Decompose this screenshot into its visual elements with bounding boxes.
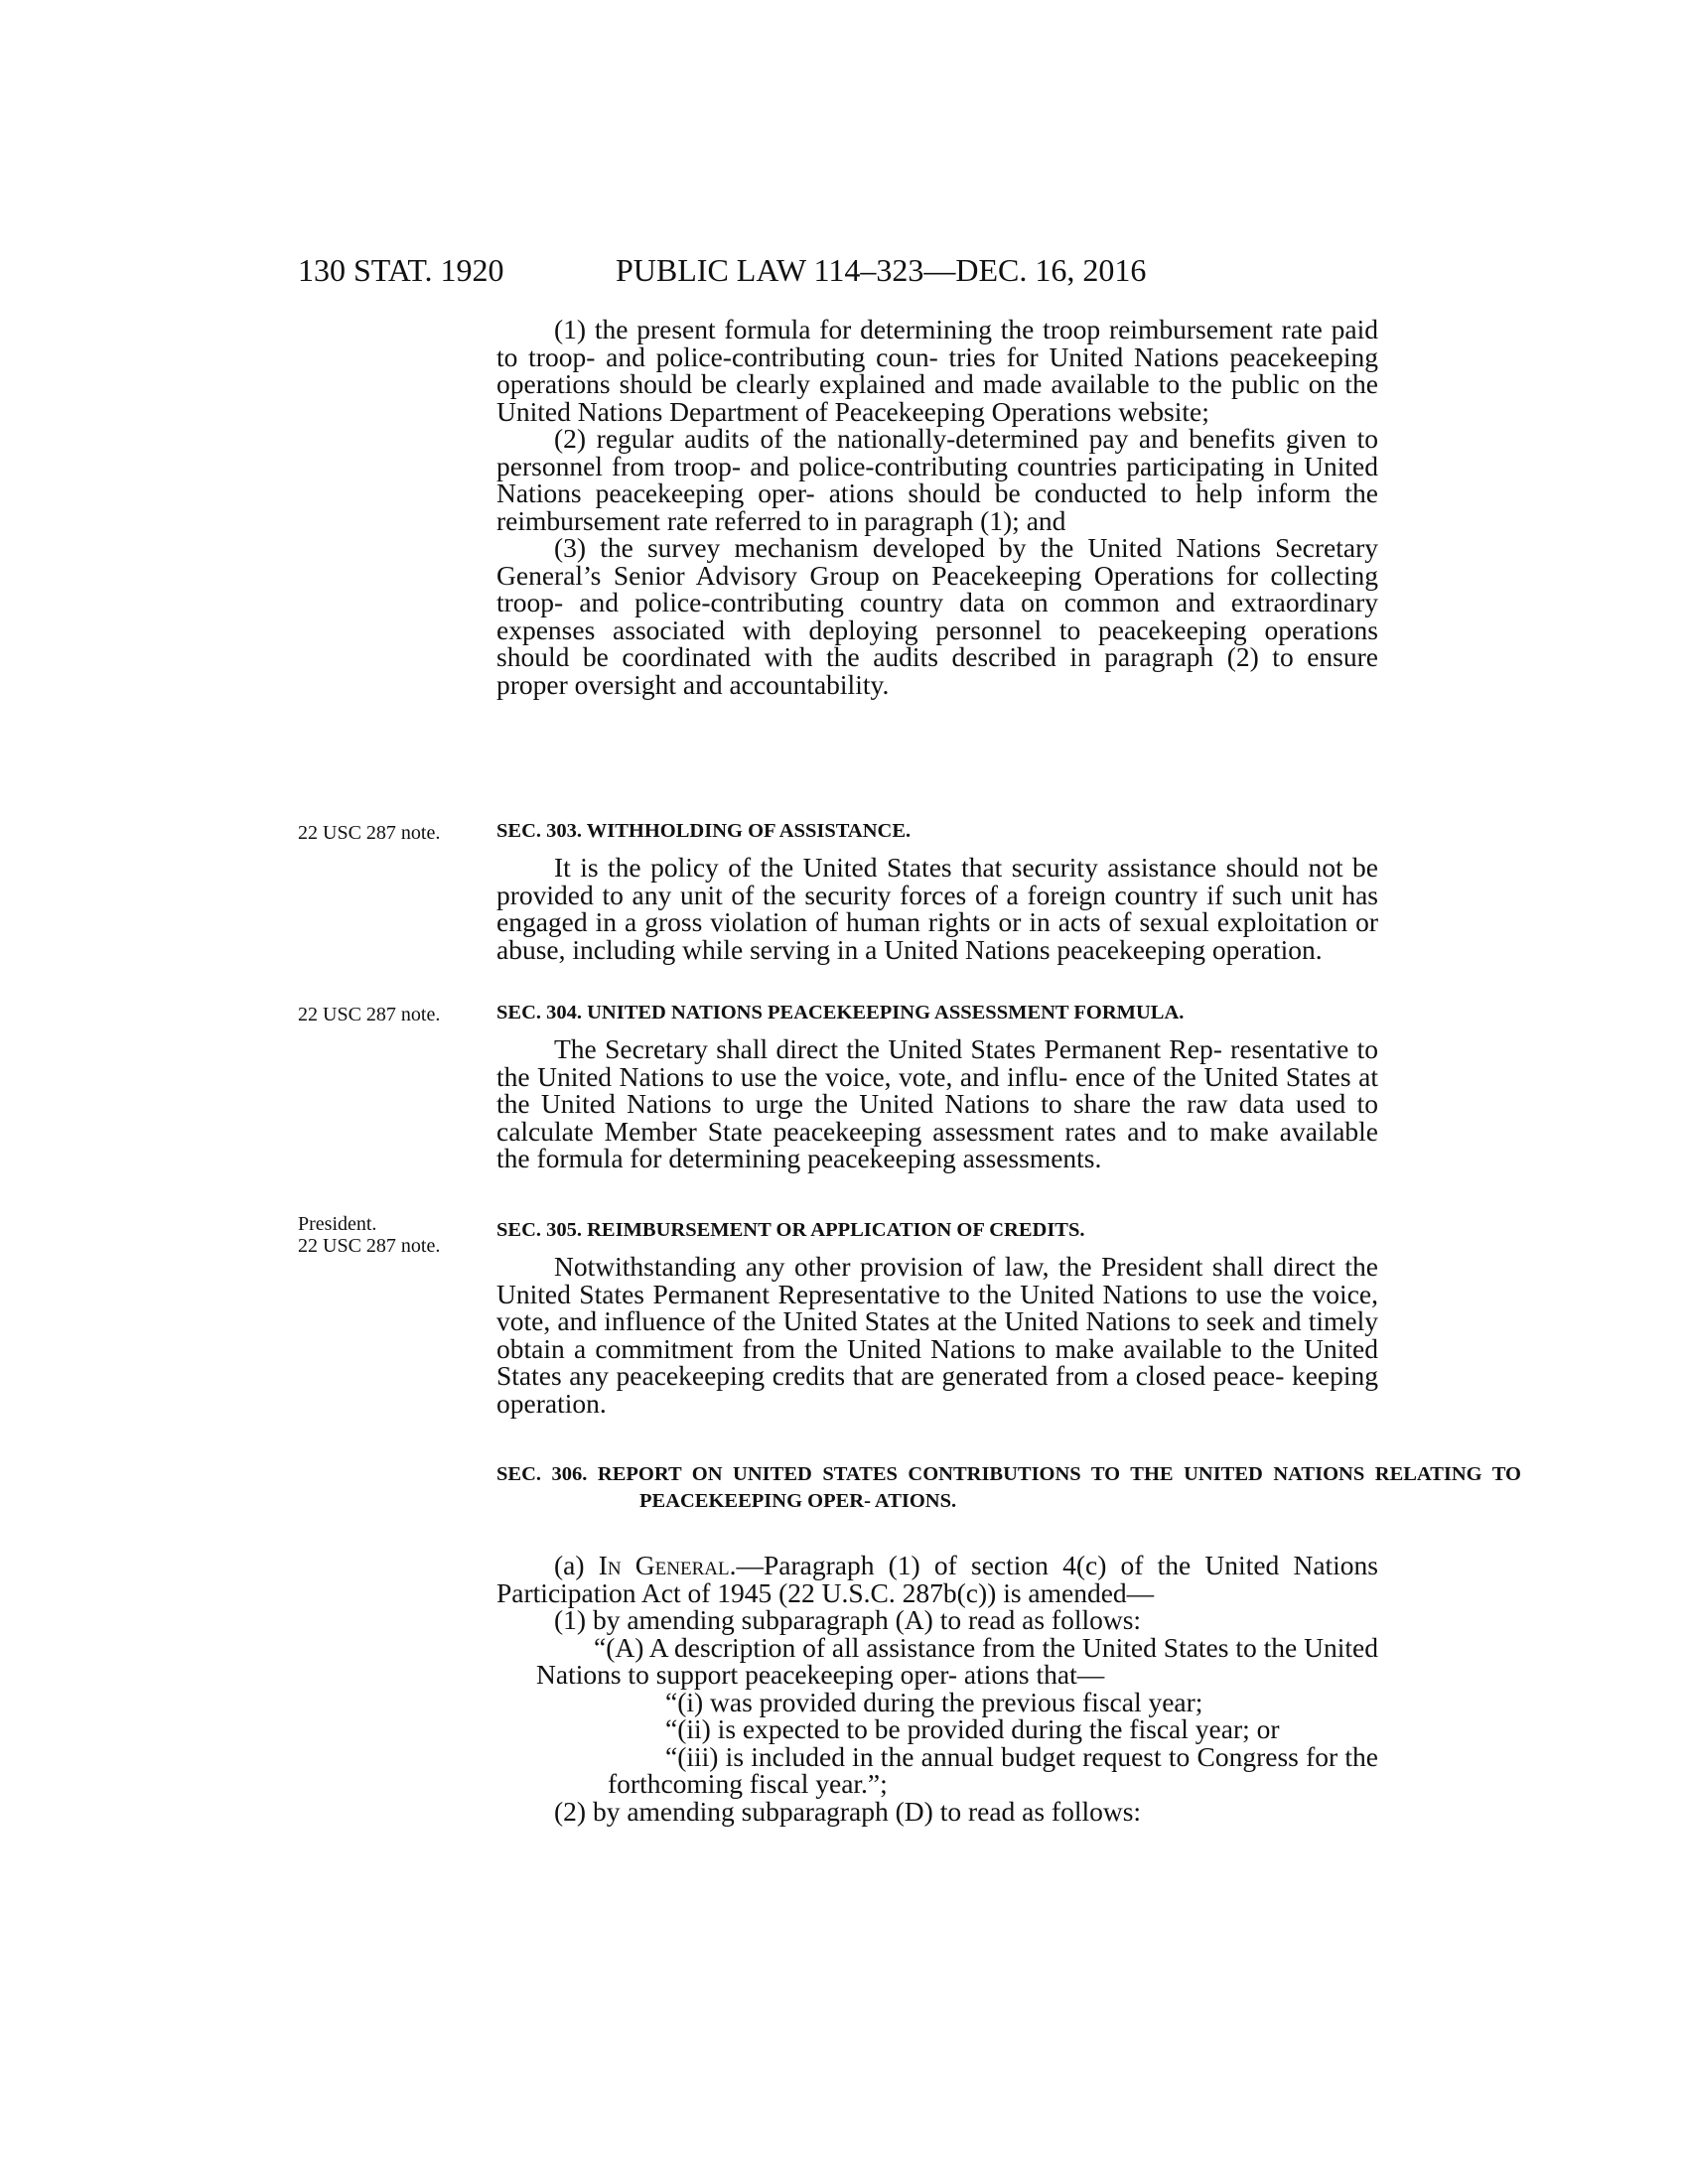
sec304-margin-note: 22 USC 287 note. [298, 1004, 441, 1025]
sec303-heading: SEC. 303. WITHHOLDING OF ASSISTANCE. [496, 820, 912, 842]
sec302-paragraphs [496, 316, 1378, 698]
sec304-heading: SEC. 304. UNITED NATIONS PEACEKEEPING ASSESSMENT FORMULA. [496, 1002, 1185, 1024]
sec304-body [496, 1035, 1378, 1172]
page-header-stat: 130 STAT. 1920 [298, 252, 504, 288]
paragraph-3: (3) the survey mechanism developed by the United Nations Secretary General’s Senior Advisory Group on Peacekeeping Operations for collecting troop- and police-contributing country data on common and extraordinary expenses associated with deploying personnel to peacekeeping operations should be coordinated with the audits described in paragraph (2) to ensure proper oversight and accountability. [496, 532, 1378, 700]
sec304-text: The Secretary shall direct the United States Permanent Rep- resentative to the United Nations to use the voice, vote, and influ- ence of the United States at the United Nations to urge the United Nations to share the raw data used to calculate Member State peacekeeping assessment rates and to make available the formula for determining peacekeeping assessments. [496, 1033, 1378, 1173]
page-header-law: PUBLIC LAW 114–323—DEC. 16, 2016 [616, 252, 1147, 288]
sec303-margin-note: 22 USC 287 note. [298, 822, 441, 844]
sec305-margin-president: President. [298, 1213, 377, 1235]
sec306-clause-ii: “(ii) is expected to be provided during the fiscal year; or [665, 1713, 1280, 1744]
sec306-subparagraph-A: “(A) A description of all assistance from the United States to the United Nations to support peacekeeping oper- ations that— [536, 1631, 1378, 1690]
sec305-heading: SEC. 305. REIMBURSEMENT OR APPLICATION OF CREDITS. [496, 1219, 1085, 1241]
sec305-margin-note [298, 1213, 440, 1257]
sec305-margin-usc: 22 USC 287 note. [298, 1235, 441, 1257]
sec303-text: It is the policy of the United States that security assistance should not be provided to any unit of the security forces of a foreign country if such unit has engaged in a gross violation of human rights or in acts of sexual exploitation or abuse, including while serving in a United Nations peacekeeping operation. [496, 852, 1378, 965]
subsection-a-caption: In General [598, 1550, 730, 1580]
sec305-text: Notwithstanding any other provision of law, the President shall direct the United States Permanent Representative to the United Nations to use the voice, vote, and influence of the United States at the United Nations to seek and timely obtain a commitment from the United Nations to make available to the United States any peacekeeping credits that are generated from a closed peace- keeping operation. [496, 1251, 1378, 1419]
sec306-heading: SEC. 306. REPORT ON UNITED STATES CONTRIBUTIONS TO THE UNITED NATIONS RELATING TO PEACEKEEPING OPER- ATIONS. [496, 1463, 1521, 1512]
paragraph-2: (2) regular audits of the nationally-determined pay and benefits given to personnel from troop- and police-contributing countries participating in United Nations peacekeeping oper- ations should be conducted to help inform the reimbursement rate referred to in paragraph (1); and [496, 423, 1378, 536]
sec306-item-1: (1) by amending subparagraph (A) to read as follows: [554, 1604, 1142, 1635]
sec303-body [496, 854, 1378, 963]
sec306-item-2: (2) by amending subparagraph (D) to read as follows: [554, 1795, 1142, 1827]
paragraph-1: (1) the present formula for determining the troop reimbursement rate paid to troop- and police-contributing coun- tries for United Nations peacekeeping operations should be clearly explained and made available to the public on the United Nations Department of Peacekeeping Operations website; [496, 314, 1378, 427]
sec306-clause-iii: “(iii) is included in the annual budget request to Congress for the forthcoming fiscal year.”; [608, 1740, 1378, 1799]
subsection-a-text: .—Paragraph (1) of section 4(c) of the United Nations Participation Act of 1945 (22 U.S.C. 287b(c)) is amended— [496, 1550, 1379, 1608]
sec306-clause-i: “(i) was provided during the previous fiscal year; [665, 1686, 1203, 1717]
sec305-body [496, 1253, 1378, 1417]
sec306-subsection-a [496, 1552, 1378, 1606]
sec306-body [496, 1552, 1378, 1825]
subsection-a-label: (a) [554, 1550, 599, 1580]
